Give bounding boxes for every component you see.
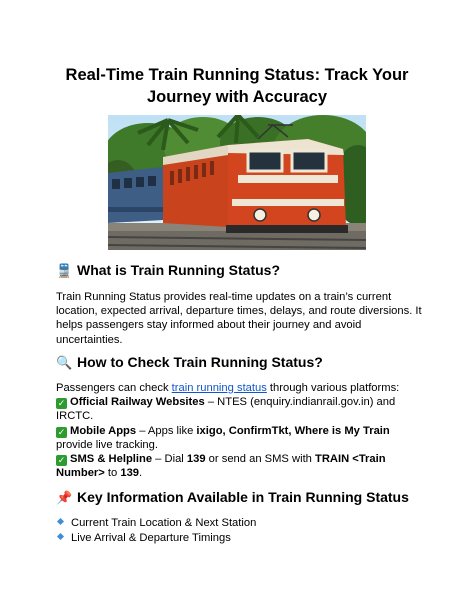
sms-text-2: or send an SMS with <box>205 453 316 466</box>
title-line-1: Real-Time Train Running Status: Track Your <box>65 66 409 84</box>
list-item-text: Live Arrival & Departure Timings <box>71 531 231 544</box>
magnifier-icon: 🔍 <box>56 355 73 370</box>
diamond-bullet-icon <box>57 532 64 539</box>
sms-text: – Dial <box>152 453 187 466</box>
how-item-apps <box>56 424 418 438</box>
diamond-bullet-icon <box>57 518 64 525</box>
apps-text: – Apps like <box>136 424 197 437</box>
sms-label: SMS & Helpline <box>70 453 153 466</box>
how-item-sms-cont <box>56 466 418 480</box>
section-heading-how <box>56 353 323 372</box>
page-title <box>40 64 434 108</box>
websites-label: Official Railway Websites <box>70 396 205 409</box>
apps-names: ixigo, ConfirmTkt, Where is My Train <box>196 424 390 437</box>
how-item-sms <box>56 452 418 466</box>
train-running-status-link[interactable]: train running status <box>171 382 267 394</box>
how-paragraph <box>56 381 418 480</box>
how-intro <box>56 381 418 395</box>
sms-keyword-cont: Number> <box>56 467 105 480</box>
section-heading-how-text: How to Check Train Running Status? <box>77 354 323 370</box>
websites-text: – NTES (enquiry.indianrail.gov.in) and <box>204 396 396 409</box>
section-heading-what-text: What is Train Running Status? <box>77 262 280 278</box>
key-info-list <box>58 516 256 545</box>
list-item <box>58 516 256 531</box>
sms-number-2: 139 <box>120 467 140 480</box>
check-mark-icon: ✓ <box>57 398 66 409</box>
train-photo <box>108 115 366 250</box>
check-mark-icon: ✓ <box>57 455 66 466</box>
train-icon: 🚆 <box>56 263 73 278</box>
pushpin-icon: 📌 <box>56 490 73 505</box>
sms-number: 139 <box>186 453 206 466</box>
what-line-1: Train Running Status provides real-time updates on a train’s current <box>56 291 392 303</box>
list-item-text: Current Train Location & Next Station <box>71 517 257 529</box>
section-heading-what <box>56 261 280 280</box>
what-line-4: uncertainties. <box>56 333 123 346</box>
apps-label: Mobile Apps <box>70 424 137 437</box>
how-intro-prefix: Passengers can check <box>56 382 172 394</box>
sms-end: . <box>139 467 143 480</box>
title-line-2: Journey with Accuracy <box>146 88 328 106</box>
how-item-websites-cont: IRCTC. <box>56 410 94 423</box>
section-heading-key-text: Key Information Available in Train Running Status <box>77 489 409 505</box>
what-line-2: location, expected arrival, departure times, delays, and route diversions. It <box>56 305 422 318</box>
check-mark-icon: ✓ <box>57 426 66 437</box>
list-item <box>58 531 256 546</box>
what-line-3: helps passengers stay informed about their journey and avoid <box>56 319 362 332</box>
section-heading-key <box>56 488 409 507</box>
how-item-apps-cont: provide live tracking. <box>56 438 158 451</box>
how-item-websites <box>56 395 418 409</box>
what-paragraph <box>56 290 422 347</box>
sms-keyword: TRAIN <Train <box>315 453 386 466</box>
how-intro-suffix: through various platforms: <box>266 382 400 394</box>
sms-to: to <box>104 467 121 480</box>
